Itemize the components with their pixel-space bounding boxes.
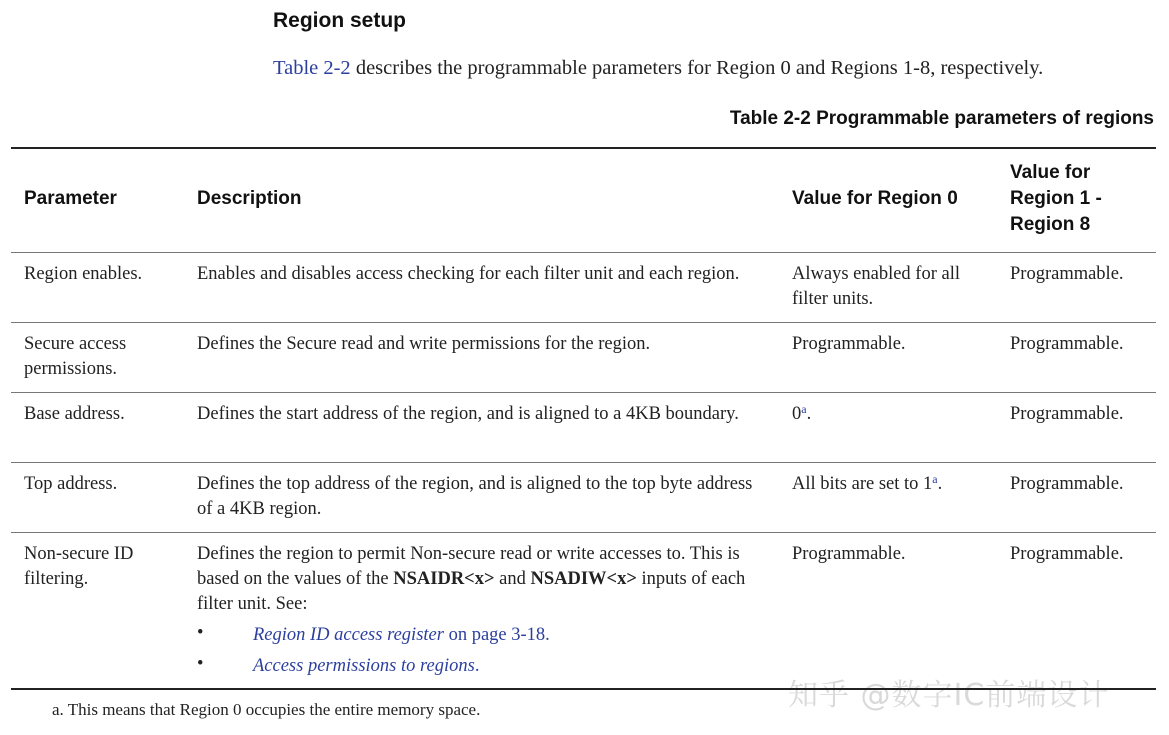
row3-parameter: Base address. — [24, 404, 125, 424]
bullet2-end: . — [474, 656, 480, 676]
intro-text: describes the programmable parameters for Region 0 and Regions 1-8, respectively. — [350, 57, 1044, 79]
row1-description: Enables and disables access checking for each filter unit and each region. — [197, 264, 740, 284]
row-divider — [11, 322, 1156, 323]
row2-parameter: Secure access permissions. — [24, 334, 127, 379]
header-region1-8-line3: Region 8 — [1010, 214, 1091, 235]
row5-parameter: Non-secure ID filtering. — [24, 544, 134, 589]
footnote-ref[interactable]: a — [801, 402, 807, 416]
row3-description: Defines the start address of the region, and is aligned to a 4KB boundary. — [197, 404, 739, 424]
bullet1-end: . — [545, 625, 550, 645]
row-divider — [11, 392, 1156, 393]
row5-region0: Programmable. — [792, 544, 906, 564]
bullet-marker: • — [197, 623, 204, 643]
section-heading: Region setup — [273, 9, 407, 32]
row3-region0-value: 0 — [792, 404, 802, 424]
bullet1 — [253, 623, 550, 648]
row3-region0 — [792, 402, 997, 427]
row5-desc-text-end: inputs of each filter unit. See: — [197, 569, 746, 614]
row4-region0-value: All bits are set to 1 — [792, 474, 933, 494]
header-divider — [11, 252, 1156, 253]
row5-desc-and: and — [494, 569, 531, 589]
bullet2 — [253, 654, 479, 679]
row4-region0-end: . — [937, 474, 943, 494]
row-divider — [11, 462, 1156, 463]
table-top-rule — [11, 147, 1156, 149]
region-id-access-register-link[interactable]: Region ID access register — [253, 625, 444, 645]
row-divider — [11, 532, 1156, 533]
footnote-ref[interactable]: a — [932, 472, 938, 486]
row4-parameter: Top address. — [24, 474, 118, 494]
intro-paragraph — [273, 57, 1043, 80]
row2-description: Defines the Secure read and write permissions for the region. — [197, 334, 651, 354]
row5-region1-8: Programmable. — [1010, 544, 1124, 564]
header-region1-8 — [1010, 160, 1160, 238]
table-bottom-rule — [11, 688, 1156, 690]
row3-region1-8: Programmable. — [1010, 404, 1124, 424]
access-permissions-link[interactable]: Access permissions to regions — [253, 656, 475, 676]
bullet-marker: • — [197, 654, 204, 674]
header-region0: Value for Region 0 — [792, 188, 958, 209]
row5-desc-signal1: NSAIDR<x> — [393, 569, 495, 589]
watermark: 知乎 @数字IC前端设计 — [788, 678, 1110, 713]
row2-region0: Programmable. — [792, 334, 906, 354]
row4-region0 — [792, 472, 997, 497]
header-description: Description — [197, 188, 302, 209]
header-region1-8-line2: Region 1 - — [1010, 188, 1102, 209]
table-link[interactable]: Table 2-2 — [273, 57, 351, 79]
row5-description — [197, 542, 762, 617]
row4-region1-8: Programmable. — [1010, 474, 1124, 494]
row1-region1-8: Programmable. — [1010, 264, 1124, 284]
row1-region0: Always enabled for all filter units. — [792, 264, 960, 309]
row5-desc-text: Defines the region to permit Non-secure read or write accesses to. This is based on the values of the — [197, 544, 740, 589]
row3-region0-end: . — [806, 404, 812, 424]
row1-parameter: Region enables. — [24, 264, 143, 284]
footnote: a. This means that Region 0 occupies the entire memory space. — [52, 700, 481, 719]
header-parameter: Parameter — [24, 188, 117, 209]
table-caption: Table 2-2 Programmable parameters of regions — [729, 108, 1154, 129]
row4-description: Defines the top address of the region, and is aligned to the top byte address of a 4KB region. — [197, 474, 753, 519]
row2-region1-8: Programmable. — [1010, 334, 1124, 354]
header-region1-8-line1: Value for — [1010, 162, 1091, 183]
row5-desc-signal2: NSADIW<x> — [530, 569, 637, 589]
page-ref-link[interactable]: on page 3-18 — [443, 625, 546, 645]
